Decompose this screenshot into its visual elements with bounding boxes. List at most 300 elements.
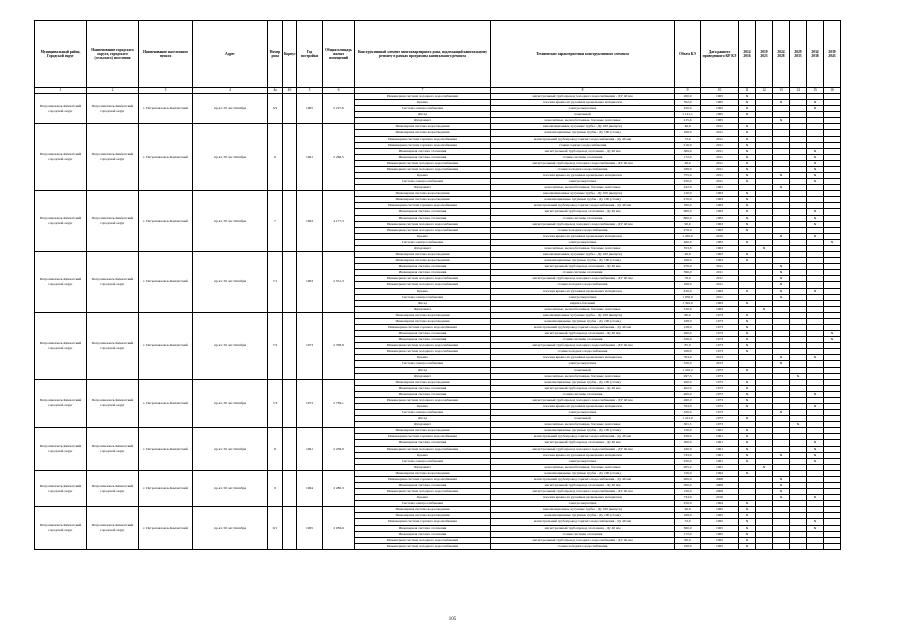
element-cell: Инженерная система горячего водоснабжения	[355, 434, 491, 440]
last-repair-date-cell: 1961	[701, 464, 739, 470]
locality-cell: г. Петропавловск-Камчатский	[139, 124, 193, 191]
column-number: 4б	[283, 88, 297, 94]
last-repair-date-cell: 1973	[701, 422, 739, 428]
table-row	[35, 507, 841, 513]
table-row	[35, 252, 841, 258]
last-repair-date-cell: 1973	[701, 349, 739, 355]
element-cell: Инженерная система холодного водоснабжения	[355, 282, 491, 288]
characteristics-cell: магистральный трубопровод холодного водоснабжения - ДУ 40 мм	[491, 489, 675, 495]
last-repair-date-cell: 1963	[701, 258, 739, 264]
construction-year-cell: 1963	[297, 252, 323, 313]
characteristics-cell: монолитные, железобетонные, блочные ленточные	[491, 245, 675, 251]
characteristics-cell: магистральный трубопровод отопления - Ду 40 мм	[491, 483, 675, 489]
period-2014-2016-cell: X	[739, 288, 756, 294]
address-cell: пр-кт. 50 лет Октября	[193, 191, 268, 252]
column-header: Дата раннего проведенного КР КЭ	[701, 21, 739, 88]
period-2034-2038-cell: X	[807, 148, 824, 154]
last-repair-date-cell: 1973	[701, 331, 739, 337]
last-repair-date-cell: 2011	[701, 130, 739, 136]
column-number: 4а	[268, 88, 283, 94]
living-area-cell: 4 177,3	[323, 191, 355, 252]
period-2019-2023-cell	[756, 543, 773, 549]
period-2034-2038-cell	[807, 543, 824, 549]
volume-cell: 402,0	[675, 385, 701, 391]
volume-cell: 250,0	[675, 106, 701, 112]
volume-cell: 48,0	[675, 160, 701, 166]
volume-cell: 168,0	[675, 349, 701, 355]
last-repair-date-cell: 2013	[701, 361, 739, 367]
characteristics-cell: плоская крыша из рулонных кровельных материалов	[491, 452, 675, 458]
last-repair-date-cell: 1965	[701, 537, 739, 543]
last-repair-date-cell: 1973	[701, 324, 739, 330]
table-row	[35, 312, 841, 318]
characteristics-cell: монолитные, железобетонные, блочные ленточные	[491, 373, 675, 379]
last-repair-date-cell: 1965	[701, 106, 739, 112]
period-2024-2028-cell: X	[773, 264, 790, 270]
district-cell: Петропавловск-Камчатский городской округ	[35, 94, 87, 124]
characteristics-cell: панельный	[491, 112, 675, 118]
construction-year-cell: 1973	[297, 312, 323, 379]
volume-cell: 810,0	[675, 288, 701, 294]
settlement-cell: Петропавловск-Камчатский городской округ	[87, 379, 139, 428]
column-number: 13	[773, 88, 790, 94]
element-cell: Система электроснабжения	[355, 106, 491, 112]
characteristics-cell: магистральный трубопровод отопления - Ду 40 мм	[491, 440, 675, 446]
last-repair-date-cell: 1965	[701, 525, 739, 531]
characteristics-cell: плоская крыша из рулонных кровельных материалов	[491, 495, 675, 501]
column-header: Объем КЭ	[675, 21, 701, 88]
last-repair-date-cell: 1973	[701, 416, 739, 422]
house-number-cell: 7/3	[268, 379, 283, 428]
element-cell: Инженерная система водоотведения	[355, 513, 491, 519]
column-header: Адрес	[193, 21, 268, 88]
building-cell	[283, 428, 297, 471]
characteristics-cell: плоская крыша из рулонных кровельных материалов	[491, 288, 675, 294]
last-repair-date-cell: 1965	[701, 112, 739, 118]
element-cell: Инженерная система горячего водоснабжения	[355, 136, 491, 142]
element-cell: Инженерная система водоотведения	[355, 197, 491, 203]
period-2024-2028-cell: X	[773, 355, 790, 361]
characteristics-cell: канализационные чугунные трубы - Ду 100 (стояк)	[491, 258, 675, 264]
living-area-cell: 2 708,8	[323, 312, 355, 379]
characteristics-cell: электроэнергетика	[491, 106, 675, 112]
volume-cell: 260,0	[675, 397, 701, 403]
volume-cell: 1 121,1	[675, 112, 701, 118]
last-repair-date-cell: 1965	[701, 513, 739, 519]
period-2014-2016-cell: X	[739, 312, 756, 318]
living-area-cell: 2 039,9	[323, 507, 355, 550]
column-header: Корпус	[283, 21, 297, 88]
period-2019-2023-cell: X	[756, 464, 773, 470]
last-repair-date-cell: 1963	[701, 252, 739, 258]
element-cell: Инженерная система водоотведения	[355, 470, 491, 476]
settlement-cell: Петропавловск-Камчатский городской округ	[87, 470, 139, 506]
element-cell: Система электроснабжения	[355, 410, 491, 416]
element-cell: Инженерная система отопления	[355, 483, 491, 489]
element-cell: Инженерная система водоотведения	[355, 130, 491, 136]
volume-cell: 222,0	[675, 185, 701, 191]
period-2014-2016-cell: X	[739, 501, 756, 507]
volume-cell: 90,0	[675, 221, 701, 227]
column-number: 15	[807, 88, 824, 94]
table-row	[35, 124, 841, 130]
locality-cell: г. Петропавловск-Камчатский	[139, 312, 193, 379]
last-repair-date-cell: 1965	[701, 100, 739, 106]
last-repair-date-cell: 1963	[701, 203, 739, 209]
district-cell: Петропавловск-Камчатский городской округ	[35, 191, 87, 252]
column-number: 4	[193, 88, 268, 94]
element-cell: Фасад	[355, 416, 491, 422]
characteristics-cell: плоская крыша из рулонных кровельных материалов	[491, 173, 675, 179]
period-2014-2016-cell: X	[739, 385, 756, 391]
period-2014-2016-cell: X	[739, 148, 756, 154]
period-2014-2016-cell: X	[739, 367, 756, 373]
column-number: 10	[701, 88, 739, 94]
characteristics-cell: магистральный трубопровод холодного водоснабжения - ДУ 40 мм	[491, 160, 675, 166]
volume-cell: 200,0	[675, 379, 701, 385]
volume-cell: 168,0	[675, 513, 701, 519]
element-cell: Инженерная система водоотведения	[355, 252, 491, 258]
element-cell: Крыша	[355, 355, 491, 361]
last-repair-date-cell: 1973	[701, 379, 739, 385]
volume-cell: 78,0	[675, 276, 701, 282]
volume-cell: 85,0	[675, 343, 701, 349]
column-number: 6	[323, 88, 355, 94]
column-header: Муниципальный район, Городской округ	[35, 21, 87, 88]
district-cell: Петропавловск-Камчатский городской округ	[35, 507, 87, 550]
characteristics-cell: канализационные чугунные трубы - Ду 100 (выпуск)	[491, 507, 675, 513]
volume-cell: 156,0	[675, 470, 701, 476]
volume-cell: 1 412,0	[675, 416, 701, 422]
element-cell: Инженерная система отопления	[355, 209, 491, 215]
period-2034-2038-cell: X	[807, 403, 824, 409]
period-2034-2038-cell: X	[807, 106, 824, 112]
volume-cell: 320,0	[675, 410, 701, 416]
last-repair-date-cell: 2011	[701, 124, 739, 130]
settlement-cell: Петропавловск-Камчатский городской округ	[87, 252, 139, 313]
living-area-cell: 2 739,1	[323, 379, 355, 428]
volume-cell: 360,0	[675, 525, 701, 531]
locality-cell: г. Петропавловск-Камчатский	[139, 379, 193, 428]
volume-cell: 80,0	[675, 312, 701, 318]
column-number: 3	[139, 88, 193, 94]
period-2034-2038-cell: X	[807, 179, 824, 185]
characteristics-cell: стояки холодного водоснабжения	[491, 282, 675, 288]
characteristics-cell: электроэнергетика	[491, 501, 675, 507]
volume-cell: 276,0	[675, 264, 701, 270]
living-area-cell: 2 551,3	[323, 252, 355, 313]
element-cell: Инженерная система водоотведения	[355, 318, 491, 324]
element-cell: Инженерная система холодного водоснабжения	[355, 94, 491, 100]
volume-cell: 128,0	[675, 324, 701, 330]
last-repair-date-cell: 2011	[701, 264, 739, 270]
period-2014-2016-cell: X	[739, 331, 756, 337]
characteristics-cell: стояки системы отопления	[491, 531, 675, 537]
period-2034-2038-cell: X	[807, 173, 824, 179]
element-cell: Фундамент	[355, 373, 491, 379]
column-header: Конструктивный элемент многоквартирного дома, подлежащий капитальному ремонту в рамках программы капитального ремонта	[355, 21, 491, 88]
characteristics-cell: монолитные, железобетонные, блочные ленточные	[491, 118, 675, 124]
period-2014-2016-cell: X	[739, 543, 756, 549]
element-cell: Инженерная система отопления	[355, 148, 491, 154]
characteristics-cell: магистральный трубопровод отопления - Ду 40 мм	[491, 525, 675, 531]
column-header: 2014 2016	[739, 21, 756, 88]
construction-year-cell: 1961	[297, 428, 323, 471]
element-cell: Инженерная система водоотведения	[355, 124, 491, 130]
element-cell: Фундамент	[355, 306, 491, 312]
volume-cell: 320,0	[675, 337, 701, 343]
living-area-cell: 2 280,3	[323, 470, 355, 506]
district-cell: Петропавловск-Камчатский городской округ	[35, 470, 87, 506]
volume-cell: 1 435,0	[675, 233, 701, 239]
element-cell: Инженерная система холодного водоснабжения	[355, 537, 491, 543]
volume-cell: 72,0	[675, 519, 701, 525]
table-row	[35, 428, 841, 434]
period-2034-2038-cell: X	[807, 233, 824, 239]
characteristics-cell: канализационные чугунные трубы - Ду 100 (выпуск)	[491, 191, 675, 197]
characteristics-cell: магистральный трубопровод холодного водоснабжения - ДУ 40 мм	[491, 94, 675, 100]
period-2014-2016-cell: X	[739, 525, 756, 531]
district-cell: Петропавловск-Камчатский городской округ	[35, 379, 87, 428]
period-2024-2028-cell: X	[773, 100, 790, 106]
volume-cell: 86,0	[675, 537, 701, 543]
volume-cell: 353,8	[675, 245, 701, 251]
column-header: Технические характеристики конструктивного элемента	[491, 21, 675, 88]
district-cell: Петропавловск-Камчатский городской округ	[35, 124, 87, 191]
page-number: 105	[448, 617, 457, 622]
building-cell	[283, 312, 297, 379]
element-cell: Фундамент	[355, 422, 491, 428]
table-row	[35, 470, 841, 476]
volume-cell: 46,8	[675, 124, 701, 130]
period-2024-2028-cell: X	[773, 495, 790, 501]
period-2029-2033-cell: X	[790, 373, 807, 379]
period-2014-2016-cell: X	[739, 446, 756, 452]
volume-cell: 200,0	[675, 94, 701, 100]
period-2014-2016-cell: X	[739, 94, 756, 100]
volume-cell: 46,8	[675, 252, 701, 258]
characteristics-cell: монолитные, железобетонные, блочные ленточные	[491, 464, 675, 470]
element-cell: Система электроснабжения	[355, 179, 491, 185]
volume-cell: 301,5	[675, 422, 701, 428]
characteristics-cell: магистральный трубопровод холодного водоснабжения - ДУ 40 мм	[491, 221, 675, 227]
element-cell: Крыша	[355, 452, 491, 458]
last-repair-date-cell: 1965	[701, 543, 739, 549]
column-header: 2024 2028	[773, 21, 790, 88]
element-cell: Фундамент	[355, 185, 491, 191]
period-2014-2016-cell: X	[739, 452, 756, 458]
house-number-cell: 8	[268, 428, 283, 471]
last-repair-date-cell: 2013	[701, 355, 739, 361]
element-cell: Инженерная система холодного водоснабжения	[355, 349, 491, 355]
volume-cell: 900,0	[675, 209, 701, 215]
column-number: 2	[87, 88, 139, 94]
period-2024-2028-cell: X	[773, 361, 790, 367]
element-cell: Инженерная система отопления	[355, 440, 491, 446]
characteristics-cell: электроэнергетика	[491, 458, 675, 464]
volume-cell: 800,0	[675, 215, 701, 221]
volume-cell: 764,0	[675, 403, 701, 409]
house-number-cell: 6	[268, 124, 283, 191]
settlement-cell: Петропавловск-Камчатский городской округ	[87, 428, 139, 471]
characteristics-cell: стояки системы отопления	[491, 215, 675, 221]
element-cell: Крыша	[355, 100, 491, 106]
volume-cell: 755,0	[675, 173, 701, 179]
characteristics-cell: магистральный трубопровод горячего водоснабжения - Ду 40 мм	[491, 434, 675, 440]
last-repair-date-cell: 1963	[701, 209, 739, 215]
column-number: 16	[824, 88, 841, 94]
building-cell	[283, 94, 297, 124]
period-2034-2038-cell: X	[807, 446, 824, 452]
element-cell: Инженерная система отопления	[355, 331, 491, 337]
last-repair-date-cell: 1963	[701, 215, 739, 221]
period-2034-2038-cell: X	[807, 166, 824, 172]
element-cell: Инженерная система отопления	[355, 337, 491, 343]
last-repair-date-cell: 1964	[701, 501, 739, 507]
last-repair-date-cell: 1963	[701, 245, 739, 251]
address-cell: пр-кт. 50 лет Октября	[193, 428, 268, 471]
characteristics-cell: магистральный трубопровод горячего водоснабжения - Ду 40 мм	[491, 476, 675, 482]
characteristics-cell: магистральный трубопровод холодного водоснабжения - ДУ 40 мм	[491, 446, 675, 452]
last-repair-date-cell: 1963	[701, 197, 739, 203]
characteristics-cell: канализационные чугунные трубы - Ду 100 (стояк)	[491, 513, 675, 519]
last-repair-date-cell: 2011	[701, 179, 739, 185]
column-number: 1	[35, 88, 87, 94]
element-cell: Инженерная система отопления	[355, 154, 491, 160]
characteristics-cell: канализационные чугунные трубы - Ду 100 (выпуск)	[491, 252, 675, 258]
characteristics-cell: стояки холодного водоснабжения	[491, 166, 675, 172]
period-2014-2016-cell: X	[739, 440, 756, 446]
last-repair-date-cell: 1965	[701, 531, 739, 537]
period-2014-2016-cell: X	[739, 300, 756, 306]
last-repair-date-cell: 2011	[701, 136, 739, 142]
period-2014-2016-cell: X	[739, 428, 756, 434]
period-2024-2028-cell: X	[773, 173, 790, 179]
house-number-cell: 7/2	[268, 312, 283, 379]
characteristics-cell: канализационные чугунные трубы - Ду 100 (выпуск)	[491, 124, 675, 130]
characteristics-cell: панельный	[491, 367, 675, 373]
locality-cell: г. Петропавловск-Камчатский	[139, 191, 193, 252]
period-2034-2038-cell: X	[807, 221, 824, 227]
element-cell: Инженерная система холодного водоснабжения	[355, 489, 491, 495]
element-cell: Крыша	[355, 233, 491, 239]
last-repair-date-cell: 1963	[701, 191, 739, 197]
volume-cell: 764,0	[675, 355, 701, 361]
last-repair-date-cell: 1973	[701, 343, 739, 349]
element-cell: Инженерная система горячего водоснабжения	[355, 142, 491, 148]
last-repair-date-cell: 2011	[701, 142, 739, 148]
locality-cell: г. Петропавловск-Камчатский	[139, 94, 193, 124]
period-2034-2038-cell: X	[807, 495, 824, 501]
period-2024-2028-cell: X	[773, 410, 790, 416]
last-repair-date-cell: 2010	[701, 233, 739, 239]
volume-cell: 250,0	[675, 179, 701, 185]
volume-cell: 310,0	[675, 306, 701, 312]
period-2014-2016-cell: X	[739, 197, 756, 203]
characteristics-cell: стояки холодного водоснабжения	[491, 349, 675, 355]
element-cell: Инженерная система горячего водоснабжения	[355, 203, 491, 209]
settlement-cell: Петропавловск-Камчатский городской округ	[87, 124, 139, 191]
period-2014-2016-cell: X	[739, 343, 756, 349]
characteristics-cell: магистральный трубопровод горячего водоснабжения - Ду 40 мм	[491, 203, 675, 209]
last-repair-date-cell: 2008	[701, 489, 739, 495]
volume-cell: 270,0	[675, 227, 701, 233]
last-repair-date-cell: 1965	[701, 118, 739, 124]
period-2034-2038-cell: X	[807, 452, 824, 458]
element-cell: Система электроснабжения	[355, 458, 491, 464]
last-repair-date-cell: 1973	[701, 337, 739, 343]
address-cell: пр-кт. 50 лет Октября	[193, 124, 268, 191]
period-2034-2038-cell: X	[807, 154, 824, 160]
locality-cell: г. Петропавловск-Камчатский	[139, 507, 193, 550]
period-2034-2038-cell: X	[807, 215, 824, 221]
last-repair-date-cell: 1973	[701, 385, 739, 391]
last-repair-date-cell: 2011	[701, 154, 739, 160]
characteristics-cell: стояки холодного водоснабжения	[491, 227, 675, 233]
characteristics-cell: электроэнергетика	[491, 294, 675, 300]
characteristics-cell: канализационные чугунные трубы - Ду 100 (стояк)	[491, 197, 675, 203]
volume-cell: 734,0	[675, 495, 701, 501]
element-cell: Инженерная система холодного водоснабжения	[355, 160, 491, 166]
period-2034-2038-cell: X	[807, 100, 824, 106]
period-2039-2043-cell: X	[824, 331, 841, 337]
period-2029-2033-cell	[790, 543, 807, 549]
volume-cell: 120,0	[675, 191, 701, 197]
period-2014-2016-cell: X	[739, 337, 756, 343]
last-repair-date-cell: 1965	[701, 507, 739, 513]
last-repair-date-cell: 1963	[701, 221, 739, 227]
last-repair-date-cell: 1965	[701, 94, 739, 100]
last-repair-date-cell: 1973	[701, 312, 739, 318]
column-header: Год постройки	[297, 21, 323, 88]
element-cell: Инженерная система холодного водоснабжения	[355, 543, 491, 549]
element-cell: Система электроснабжения	[355, 239, 491, 245]
element-cell: Инженерная система отопления	[355, 270, 491, 276]
characteristics-cell: магистральный трубопровод холодного водоснабжения - ДУ 40 мм	[491, 276, 675, 282]
characteristics-cell: магистральный трубопровод горячего водоснабжения - Ду 40 мм	[491, 324, 675, 330]
characteristics-cell: канализационные чугунные трубы - Ду 100 (выпуск)	[491, 312, 675, 318]
district-cell: Петропавловск-Камчатский городской округ	[35, 312, 87, 379]
period-2014-2016-cell: X	[739, 397, 756, 403]
period-2034-2038-cell: X	[807, 391, 824, 397]
element-cell: Инженерная система водоотведения	[355, 379, 491, 385]
column-header: 2029 2033	[790, 21, 807, 88]
element-cell: Система электроснабжения	[355, 501, 491, 507]
characteristics-cell: стояки системы отопления	[491, 391, 675, 397]
construction-year-cell: 1965	[297, 94, 323, 124]
volume-cell: 250,0	[675, 458, 701, 464]
last-repair-date-cell: 1973	[701, 318, 739, 324]
period-2014-2016-cell: X	[739, 136, 756, 142]
element-cell: Инженерная система горячего водоснабжения	[355, 476, 491, 482]
volume-cell: 168,0	[675, 166, 701, 172]
last-repair-date-cell: 1973	[701, 410, 739, 416]
characteristics-cell: магистральный трубопровод холодного водоснабжения - ДУ 40 мм	[491, 397, 675, 403]
element-cell: Фасад	[355, 367, 491, 373]
volume-cell: 1 410,2	[675, 367, 701, 373]
building-cell	[283, 252, 297, 313]
volume-cell: 320,0	[675, 361, 701, 367]
period-2014-2016-cell: X	[739, 166, 756, 172]
characteristics-cell: канализационные чугунные трубы - Ду 100 (стояк)	[491, 130, 675, 136]
element-cell: Фасад	[355, 112, 491, 118]
element-cell: Система электроснабжения	[355, 361, 491, 367]
characteristics-cell: канализационные чугунные трубы - Ду 100 (стояк)	[491, 470, 675, 476]
characteristics-cell: магистральный трубопровод отопления - Ду 40 мм	[491, 148, 675, 154]
column-number: 9	[675, 88, 701, 94]
period-2014-2016-cell: X	[739, 258, 756, 264]
period-2024-2028-cell	[773, 543, 790, 549]
